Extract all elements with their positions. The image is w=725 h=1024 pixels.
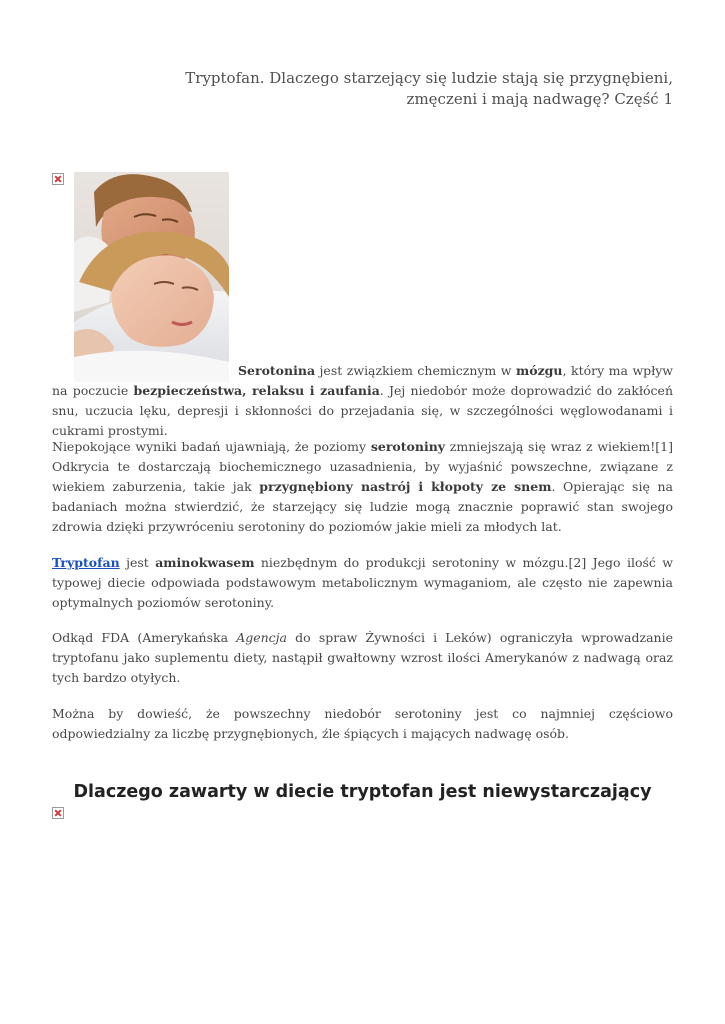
paragraph3-text-2: niezbędnym do produkcji serotoniny w mózgu.[2] Jego ilość w typowej diecie odpowiada podstawowym metabolicznym wymaganiom, ale często nie zapewnia optymalnych poziomów serotoniny. <box>52 555 673 610</box>
term-serotonina: Serotonina <box>238 363 316 378</box>
term-agencja: Agencja <box>236 630 287 645</box>
broken-image-icon <box>52 807 64 819</box>
page-title-line-2: zmęczeni i mają nadwagę? Część 1 <box>406 90 673 108</box>
paragraph-deficiency <box>52 704 673 744</box>
paragraph2-text-2: zmniejszają się wraz z wiekiem![1] Odkrycia te dostarczają biochemicznego uzasadnienia, by wyjaśnić powszechne, związane z wiekiem zaburzenia, takie jak <box>52 439 673 494</box>
sleeping-couple-photo <box>74 172 229 382</box>
page-title-line-1: Tryptofan. Dlaczego starzejący się ludzie stają się przygnębieni, <box>185 69 673 87</box>
paragraph2-text-1: Niepokojące wyniki badań ujawniają, że poziomy <box>52 439 371 454</box>
paragraph1-text-1: jest związkiem chemicznym w <box>315 363 517 378</box>
paragraph-tryptophan <box>52 553 673 613</box>
paragraph1-text-2: , który ma wpływ na poczucie <box>52 363 674 398</box>
paragraph-fda <box>52 628 673 688</box>
paragraph4-text-1: Odkąd FDA (Amerykańska <box>52 630 237 645</box>
term-przygnebiony-nastroj: przygnębiony nastrój i kłopoty ze snem <box>259 479 552 494</box>
paragraph3-text-1: jest <box>119 555 156 570</box>
term-aminokwasem: aminokwasem <box>155 555 255 570</box>
section-heading: Dlaczego zawarty w diecie tryptofan jest niewystarczający <box>73 782 652 802</box>
paragraph-serotonin <box>52 361 673 441</box>
page-title <box>153 68 673 110</box>
paragraph5-text-1: Można by dowieść, że powszechny niedobór serotoniny jest co najmniej częściowo odpowiedzialny za liczbę przygnębionych, źle śpiących i mających nadwagę osób. <box>52 706 673 741</box>
tryptofan-link[interactable]: Tryptofan <box>52 555 120 570</box>
term-mozgu: mózgu <box>516 363 563 378</box>
term-bezpieczenstwa: bezpieczeństwa, relaksu i zaufania <box>133 383 380 398</box>
paragraph1-text-3: . Jej niedobór może doprowadzić do zakłóceń snu, uczucia lęku, depresji i skłonności do przejadania się, w szczególności węglowodanami i cukrami prostymi. <box>52 383 673 438</box>
paragraph2-text-3: . Opierając się na badaniach można stwierdzić, że starzejący się ludzie mogą znacznie poprawić stan swojego zdrowia dzięki przywróceniu serotoniny do poziomów jakie mieli za młodych lat. <box>52 479 673 534</box>
term-serotoniny: serotoniny <box>370 439 446 454</box>
broken-image-icon <box>52 173 64 185</box>
paragraph-research <box>52 437 673 537</box>
paragraph4-text-2: do spraw Żywności i Leków) ograniczyła wprowadzanie tryptofanu jako suplementu diety, nastąpił gwałtowny wzrost ilości Amerykanów z nadwagą oraz tych bardzo otyłych. <box>52 630 673 685</box>
